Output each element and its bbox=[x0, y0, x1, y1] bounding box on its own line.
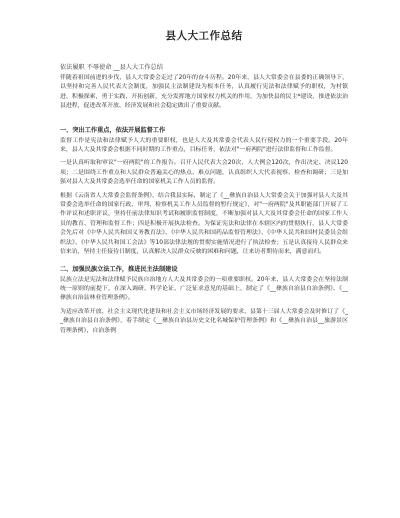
section-2-heading: 二、加强民族立法工作，推进民主法制建设 bbox=[60, 265, 178, 273]
spacer bbox=[60, 116, 348, 119]
section-2-paragraph-1: 民族立法是宪法和法律赋予民族自治地方人大及其常委会的一项重要职权。20年来，县人大常委会在坚持法制统一原则的前提下，在深入调研、科学论证、广泛征求意见的基础上，制定了《__彝族自治县自治条例》、《__彝族自治县林业管理条例》。 bbox=[60, 276, 348, 302]
section-1-paragraph-1: 监督工作是宪法和法律赋予人大的重要职权，也是人大及其常委会代表人民行使权力的一个重要手段。20年来，县人大及其常委会根据不同时期的工作重点，目标任务，依法对"一府两院"进行法律监督和工作监督。 bbox=[60, 137, 348, 154]
section-2-paragraph-2: 为适应改革开放、社会主义现代化建设和社会主义市场经济发展的要求，县第十三届人大常委会及时修订了《__彝族自治县自治条例》，着手制定《__彝族自治县历史文化名城保护管理条例》和《__彝族自治县__旅游景区管理条例》，自治条例 bbox=[60, 308, 348, 334]
document-subtitle: 依法履职 不辱使命 __县人大工作总结 bbox=[60, 64, 163, 71]
section-1-heading: 一、突出工作重点，依法开展监督工作 bbox=[60, 126, 166, 134]
intro-paragraph: 伴随着祖国前进的步伐，县人大常委会走过了20年的奋斗历程。20年来，县人大常委会在县委的正确领导下，以坚持和完善人民代表大会制度，加强民主法制建设为根本任务，认真履行宪法和法律赋予的职权，为村镇进，积极探索，勇于实践，开拓创新，充分发挥地方国家权力机关的作用，为加快县的民主*建设，推进依法治县进程，促进改革开放、经济发展和社会稳定做出了重要贡献。 bbox=[60, 75, 348, 110]
section-1-paragraph-3: 根据《云南省人大常委会监督条例》，结合我县实际，制定了《__彝族自治县人大常委会关于加强对县人大及其常委会选举任命的国家行政、审判、检察机关工作人员监督的暂行规定》，对"一府两院"及其职能部门开展了工作评议和述职评议，坚持任前法律知识考试和履职监督制度，不断加强对县人大及其常委会任命的国家工作人员的教育、管理和监督工作；四是积极开展执法检查。为保证宪法和法律在本辖区内的贯彻执行，县人大常委会先后对《中华人民共和国义务教育法》、《中华人民共和国药品监督管理法》、《中华人民共和国村民委员会组织法》、《中华人民共和国工会法》等10部法律法规的贯彻实施情况进行了执法检查；五是认真接待人民群众来信来访，坚持主任接待日制度，认真解决人民群众反映的困难和问题，让来访者期待而来，满意而归。 bbox=[60, 192, 348, 256]
section-1-paragraph-2: 一是认真听取和审议"一府两院"的工作报告。召开人民代表大会20次，人大例会120次，作出决定、决议120项；二是围绕工作重点和人民群众普遍关心的热点、难点问题，认真组织人大代表视察、检查和调研；三是加强对县人大及其常委会选举任命的国家机关工作人员的监督。 bbox=[60, 160, 348, 186]
document-title: 县人大工作总结 bbox=[165, 30, 243, 42]
